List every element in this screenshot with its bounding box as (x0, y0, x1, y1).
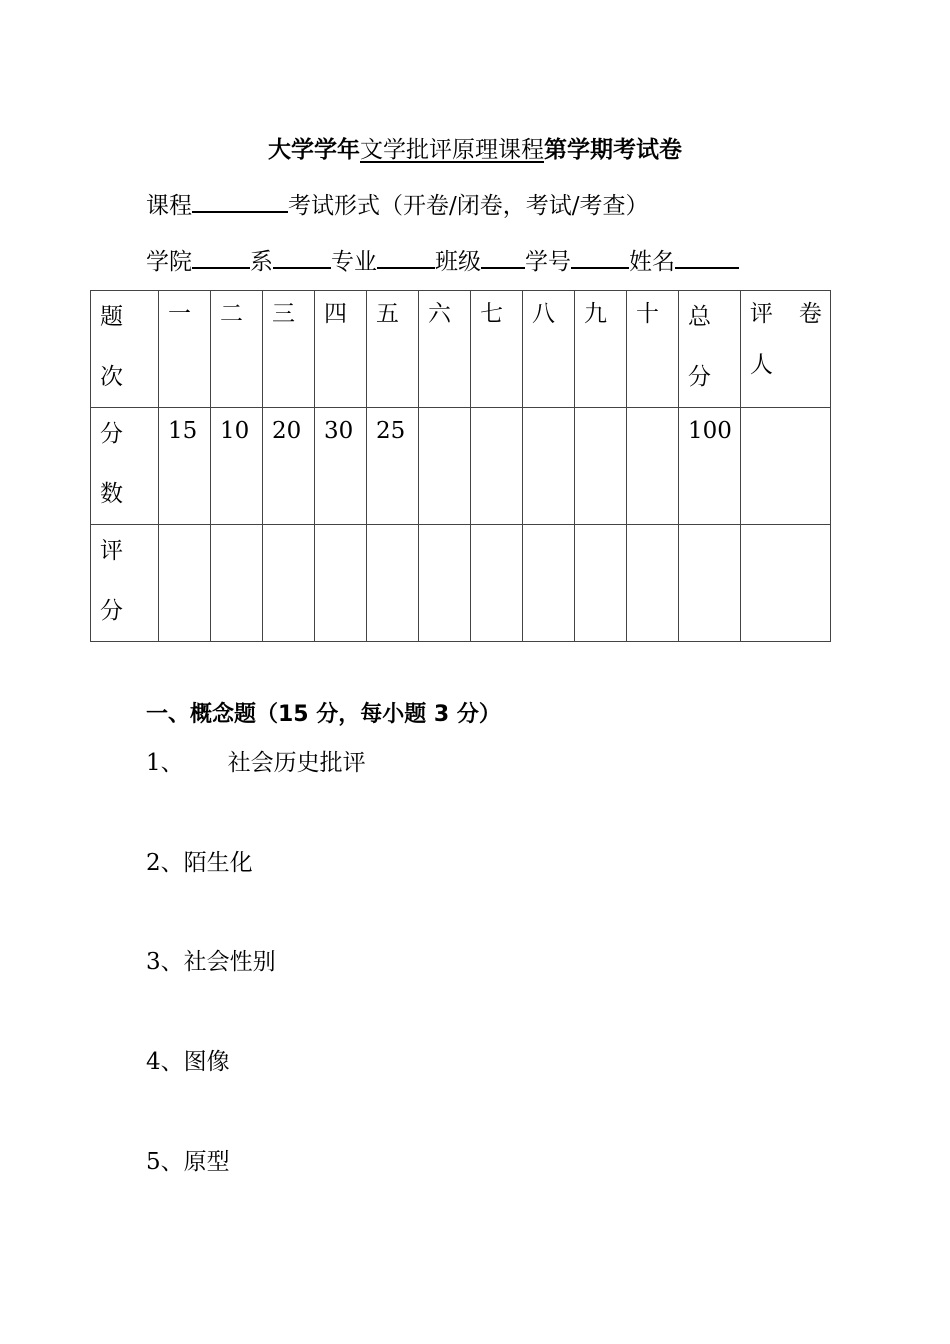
points-cell (627, 408, 679, 525)
column-header: 三 (263, 291, 315, 408)
question-item: 5、原型 (146, 1149, 230, 1175)
score-cell[interactable] (419, 525, 471, 642)
class-blank (481, 243, 525, 269)
column-header: 八 (523, 291, 575, 408)
column-header: 九 (575, 291, 627, 408)
points-cell (575, 408, 627, 525)
reviewer-header: 评 卷 人 (740, 291, 830, 408)
score-table (90, 290, 831, 642)
points-cell: 25 (367, 408, 419, 525)
table-row-question-no (91, 291, 831, 408)
college-label: 学院 (146, 249, 192, 275)
college-blank (192, 243, 250, 269)
points-cell: 30 (315, 408, 367, 525)
name-label: 姓名 (629, 249, 675, 275)
column-header: 二 (211, 291, 263, 408)
question-item: 3、社会性别 (146, 949, 276, 975)
reviewer-signature-cell[interactable] (740, 525, 830, 642)
course-line (146, 187, 649, 223)
points-cell (419, 408, 471, 525)
column-header: 四 (315, 291, 367, 408)
major-label: 专业 (331, 249, 377, 275)
course-blank (192, 187, 288, 213)
student-id-blank (571, 243, 629, 269)
course-label: 课程 (146, 193, 192, 219)
points-cell (523, 408, 575, 525)
score-cell[interactable] (211, 525, 263, 642)
score-cell[interactable] (159, 525, 211, 642)
class-label: 班级 (435, 249, 481, 275)
column-header: 十 (627, 291, 679, 408)
name-blank (675, 243, 739, 269)
title-course: 文学批评原理课程 (360, 137, 544, 163)
total-score-cell[interactable] (679, 525, 741, 642)
score-cell[interactable] (523, 525, 575, 642)
exam-title (0, 132, 950, 168)
row-label-points: 分数 (91, 408, 159, 525)
student-info-line (146, 243, 739, 279)
row-label-question-no: 题次 (91, 291, 159, 408)
points-cell: 20 (263, 408, 315, 525)
points-cell (471, 408, 523, 525)
title-prefix: 大学学年 (268, 137, 360, 163)
points-cell: 10 (211, 408, 263, 525)
score-cell[interactable] (627, 525, 679, 642)
column-header: 一 (159, 291, 211, 408)
table-row-score (91, 525, 831, 642)
column-header: 六 (419, 291, 471, 408)
department-label: 系 (250, 249, 273, 275)
department-blank (273, 243, 331, 269)
total-points-cell: 100 (679, 408, 741, 525)
row-label-score: 评分 (91, 525, 159, 642)
question-item: 4、图像 (146, 1049, 230, 1075)
exam-form-label: 考试形式（开卷/闭卷，考试/考查） (288, 193, 649, 219)
points-cell: 15 (159, 408, 211, 525)
score-cell[interactable] (367, 525, 419, 642)
score-cell[interactable] (471, 525, 523, 642)
question-item: 1、 社会历史批评 (146, 750, 366, 776)
total-header: 总分 (679, 291, 741, 408)
column-header: 七 (471, 291, 523, 408)
student-id-label: 学号 (525, 249, 571, 275)
score-cell[interactable] (263, 525, 315, 642)
reviewer-points-cell (740, 408, 830, 525)
section-heading: 一、概念题（15 分，每小题 3 分） (146, 702, 501, 727)
score-cell[interactable] (315, 525, 367, 642)
question-item: 2、陌生化 (146, 850, 253, 876)
title-suffix: 第学期考试卷 (544, 137, 682, 163)
score-cell[interactable] (575, 525, 627, 642)
major-blank (377, 243, 435, 269)
column-header: 五 (367, 291, 419, 408)
table-row-points (91, 408, 831, 525)
